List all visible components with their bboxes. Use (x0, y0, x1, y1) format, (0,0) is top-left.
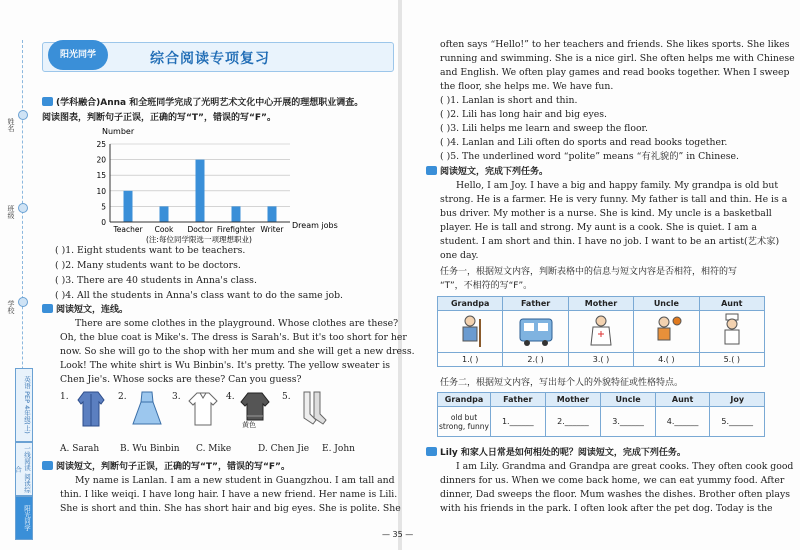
name-choice: A. Sarah (60, 444, 100, 454)
chart-x-tick-label: Teacher (113, 225, 143, 234)
page-number: — 35 — (382, 530, 414, 539)
socks-icon (296, 390, 330, 428)
statement: ( )2. Many students want to be doctors. (55, 260, 241, 271)
table-header: Grandpa (438, 297, 503, 311)
nurse-picture (568, 311, 633, 353)
task1-text-cont: “T”，不相符的写“F”。 (440, 281, 533, 291)
passage-line: My name is Lanlan. I am a new student in Guangzhou. I am tall and (75, 475, 395, 486)
binding-dot (18, 297, 28, 307)
item-number: 4. (226, 392, 235, 402)
statement: ( )2. Lili has long hair and big eyes. (440, 109, 607, 120)
dream-jobs-chart (60, 124, 360, 246)
dress-icon (130, 390, 164, 428)
series-label: 一线阅读 阅读综合 (15, 442, 33, 496)
passage-line: thin. I like weiqi. I have long hair. I have a new friend. Her name is Lili. (60, 489, 398, 500)
answer-cell[interactable]: 4.______ (655, 407, 710, 437)
item-number: 1. (60, 392, 69, 402)
table-header: Uncle (634, 297, 699, 311)
section-badge-icon (42, 97, 53, 106)
table-header: Uncle (601, 393, 656, 407)
task2-text: 任务二，根据短文内容，写出每个人的外貌特征或性格特点。 (440, 378, 684, 388)
coat-icon (74, 390, 108, 428)
chart-xlabel: Dream jobs (292, 221, 338, 230)
name-choice: C. Mike (196, 444, 232, 454)
school-label: 学校 (7, 300, 15, 314)
chart-note: (注:每位同学限选一项理想职业) (146, 235, 252, 244)
basketball-player-icon (646, 313, 686, 349)
task2-table (437, 392, 765, 437)
shirt-icon (186, 390, 220, 428)
passage-line: player. He is tall and strong. My aunt is a cook. She is quiet. I am a (440, 222, 757, 233)
chart-y-tick-label: 10 (96, 186, 106, 196)
table-header: Joy (710, 393, 765, 407)
section5-instruction: Lily 和家人日常是如何相处的呢？阅读短文，完成下列任务。 (426, 447, 686, 459)
chart-ylabel: Number (102, 127, 135, 136)
name-choice: B. Wu Binbin (120, 444, 180, 454)
binding-dot (18, 110, 28, 120)
chart-bar-firefighter (232, 206, 241, 222)
cook-picture (699, 311, 764, 353)
chart-x-tick-label: Cook (154, 225, 174, 234)
statement: ( )3. There are 40 students in Anna's class. (55, 275, 257, 286)
statement: ( )4. All the students in Anna's class want to do the same job. (55, 290, 344, 301)
passage-line: now. So she will go to the shop with her mum and she will get a new dress. (60, 346, 415, 357)
section-badge-icon (42, 304, 53, 313)
table-header: Mother (545, 393, 601, 407)
table-header: Aunt (699, 297, 764, 311)
answer-cell[interactable]: 3.______ (601, 407, 656, 437)
cook-icon (712, 313, 752, 349)
chart-y-tick-label: 20 (96, 155, 106, 165)
brand-label: 阳光同学 (15, 496, 33, 540)
task1-table (437, 296, 765, 367)
item-number: 5. (282, 392, 291, 402)
item-number: 3. (172, 392, 181, 402)
passage-line: student. I am short and thin. I have no job. I want to be an artist(艺术家) (440, 236, 780, 247)
brand-logo: 阳光同学 (48, 40, 108, 70)
chart-y-tick-label: 15 (96, 171, 106, 181)
answer-cell[interactable]: 2.______ (545, 407, 601, 437)
chart-x-tick-label: Writer (260, 225, 284, 234)
passage-line: bus driver. My mother is a nurse. She is kind. My uncle is a basketball (440, 208, 772, 219)
chart-y-tick-label: 25 (96, 140, 106, 149)
answer-cell[interactable]: 2.( ) (503, 353, 568, 367)
passage-line: the floor, she helps me. We have fun. (440, 81, 614, 92)
name-label: 姓名 (7, 118, 15, 132)
section-badge-icon (426, 447, 437, 456)
table-header: Mother (568, 297, 633, 311)
table-header: Father (491, 393, 546, 407)
section4-instruction: 阅读短文，完成下列任务。 (426, 166, 548, 178)
table-header: Aunt (655, 393, 710, 407)
section3-instruction: 阅读短文，判断句子正误，正确的写“T”，错误的写“F”。 (42, 461, 290, 473)
basketball-picture (634, 311, 699, 353)
grandpa-traits: old but strong, funny (438, 407, 491, 437)
section-badge-icon (426, 166, 437, 175)
nurse-icon (581, 313, 621, 349)
chart-y-tick-label: 5 (101, 202, 106, 212)
section1-instruction: 阅读图表，判断句子正误，正确的写“T”，错误的写“F”。 (42, 113, 276, 123)
passage-line: Chen Jie's. Whose socks are these? Can you guess? (60, 374, 302, 385)
chart-x-tick-label: Doctor (187, 225, 213, 234)
table-header: Father (503, 297, 568, 311)
book-label: 英语 PEP 4年级(上) (15, 368, 33, 442)
chart-bar-cook (160, 206, 169, 222)
passage-line: dinners for us. When we come back home, we can eat yummy food. After (440, 475, 785, 486)
chart-x-tick-label: Firefighter (216, 225, 256, 234)
item-number: 2. (118, 392, 127, 402)
chart-bar-writer (268, 206, 277, 222)
passage-line: one day. (440, 250, 479, 261)
passage-line: and English. We often play games and read books together. When I sweep (440, 67, 790, 78)
chart-y-tick-label: 0 (101, 218, 106, 227)
binding-dot (18, 203, 28, 213)
statement: ( )5. The underlined word “polite” means “有礼貌的” in Chinese. (440, 151, 739, 162)
answer-cell[interactable]: 3.( ) (568, 353, 633, 367)
passage-line: often says “Hello!” to her teachers and friends. She likes sports. She likes (440, 39, 790, 50)
passage-line: running and swimming. She is a nice girl. She often helps me with Chinese (440, 53, 795, 64)
class-label: 班级 (7, 205, 15, 219)
chart-bar-teacher (124, 191, 133, 222)
bus-icon (516, 313, 556, 349)
passage-line: She is short and thin. She has short hair and big eyes. She is polite. She (60, 503, 401, 514)
statement: ( )4. Lanlan and Lili often do sports and read books together. (440, 137, 728, 148)
passage-line: Hello, I am Joy. I have a big and happy family. My grandpa is old but (456, 180, 779, 191)
sweater-color-note: 黄色 (242, 421, 256, 429)
farmer-icon (450, 313, 490, 349)
statement: ( )1. Lanlan is short and thin. (440, 95, 578, 106)
name-choice: D. Chen Jie (258, 444, 310, 454)
farmer-picture (438, 311, 503, 353)
chart-bar-doctor (196, 160, 205, 222)
passage-line: with his friends in the park. I often look after the pet dog. Today is the (440, 503, 773, 514)
statement: ( )3. Lili helps me learn and sweep the floor. (440, 123, 648, 134)
answer-cell[interactable]: 1.______ (491, 407, 546, 437)
passage-line: Look! The white shirt is Wu Binbin's. It's pretty. The yellow sweater is (60, 360, 391, 371)
answer-cell[interactable]: 5.______ (710, 407, 765, 437)
passage-line: Oh, the blue coat is Mike's. The dress is Sarah's. But it's too short for her (60, 332, 407, 343)
answer-cell[interactable]: 5.( ) (699, 353, 764, 367)
task1-text: 任务一，根据短文内容，判断表格中的信息与短文内容是否相符，相符的写 (440, 267, 738, 277)
passage-line: strong. He is a farmer. He is very funny. My father is tall and thin. He is a (440, 194, 788, 205)
section2-instruction: 阅读短文，连线。 (42, 304, 128, 316)
section-badge-icon (42, 461, 53, 470)
bus-picture (503, 311, 568, 353)
name-choice: E. John (322, 444, 355, 454)
section1-intro: (学科融合)Anna 和全班同学完成了光明艺术文化中心开展的理想职业调查。 (42, 97, 363, 109)
page-title: 综合阅读专项复习 (150, 51, 270, 67)
answer-cell[interactable]: 1.( ) (438, 353, 503, 367)
passage-line: There are some clothes in the playground. Whose clothes are these? (75, 318, 399, 329)
passage-line: I am Lily. Grandma and Grandpa are great cooks. They often cook good (456, 461, 794, 472)
passage-line: dinner, Dad sweeps the floor. Mum washes the dishes. Brother often plays (440, 489, 790, 500)
answer-cell[interactable]: 4.( ) (634, 353, 699, 367)
statement: ( )1. Eight students want to be teachers. (55, 245, 246, 256)
table-header: Grandpa (438, 393, 491, 407)
